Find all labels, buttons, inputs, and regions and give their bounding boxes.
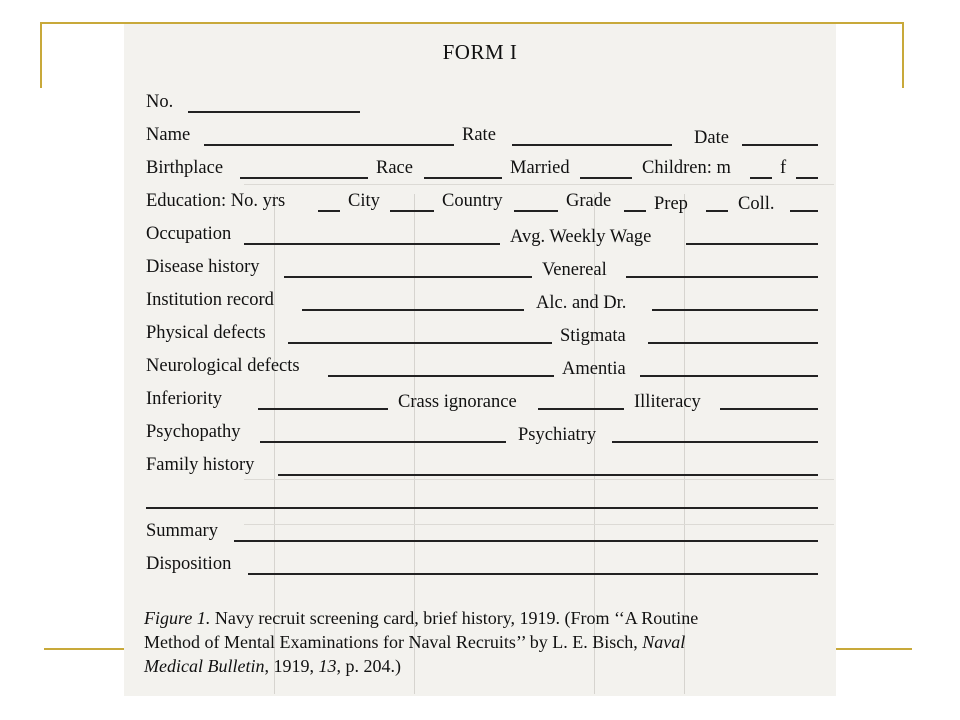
city-label: City — [348, 191, 380, 211]
illiteracy-label: Illiteracy — [634, 392, 701, 412]
inferiority-label: Inferiority — [146, 389, 223, 409]
avg-weekly-wage-field-line[interactable] — [686, 243, 818, 245]
venereal-label: Venereal — [542, 260, 607, 280]
inferiority-field-line[interactable] — [258, 408, 388, 410]
summary-label: Summary — [146, 521, 218, 541]
birthplace-label: Birthplace — [146, 158, 224, 178]
crass-ignorance-label: Crass ignorance — [398, 392, 517, 412]
psychiatry-field-line[interactable] — [612, 441, 818, 443]
country-label: Country — [442, 191, 503, 211]
row-neurological-defects — [146, 356, 826, 382]
neurological-defects-field-line[interactable] — [328, 375, 554, 377]
family-history-extra-line[interactable] — [146, 507, 818, 509]
frame-bottom-left-line — [44, 648, 124, 650]
row-disease-history — [146, 257, 826, 283]
amentia-label: Amentia — [562, 359, 626, 379]
scanned-form-page — [124, 24, 836, 696]
rate-label: Rate — [462, 125, 496, 145]
country-field-line[interactable] — [514, 210, 558, 212]
family-history-field-line[interactable] — [278, 474, 818, 476]
row-physical-defects — [146, 323, 826, 349]
row-education — [146, 191, 826, 217]
city-field-line[interactable] — [390, 210, 434, 212]
neurological-defects-label: Neurological defects — [146, 356, 300, 376]
education-years-label: Education: No. yrs — [146, 191, 286, 211]
disease-history-label: Disease history — [146, 257, 260, 277]
no-label: No. — [146, 92, 174, 112]
row-inferiority — [146, 389, 826, 415]
prep-label: Prep — [654, 194, 688, 214]
alc-dr-label: Alc. and Dr. — [536, 293, 627, 313]
institution-record-field-line[interactable] — [302, 309, 524, 311]
caption-journal-a: Naval — [642, 632, 686, 652]
caption-page: , p. 204.) — [336, 656, 401, 676]
row-birthplace — [146, 158, 826, 184]
occupation-field-line[interactable] — [244, 243, 500, 245]
name-field-line[interactable] — [204, 144, 454, 146]
coll-field-line[interactable] — [790, 210, 818, 212]
psychiatry-label: Psychiatry — [518, 425, 597, 445]
no-field-line[interactable] — [188, 111, 360, 113]
occupation-label: Occupation — [146, 224, 232, 244]
figure-caption — [144, 606, 824, 678]
disposition-field-line[interactable] — [248, 573, 818, 575]
frame-bottom-right-line — [836, 648, 912, 650]
psychopathy-label: Psychopathy — [146, 422, 241, 442]
date-field-line[interactable] — [742, 144, 818, 146]
row-psychopathy — [146, 422, 826, 448]
race-field-line[interactable] — [424, 177, 502, 179]
grade-field-line[interactable] — [624, 210, 646, 212]
row-no — [146, 92, 826, 118]
name-label: Name — [146, 125, 191, 145]
row-summary — [146, 521, 826, 547]
prep-field-line[interactable] — [706, 210, 728, 212]
children-m-field-line[interactable] — [750, 177, 772, 179]
crass-ignorance-field-line[interactable] — [538, 408, 624, 410]
row-institution-record — [146, 290, 826, 316]
birthplace-field-line[interactable] — [240, 177, 368, 179]
form-title: FORM I — [442, 40, 518, 64]
coll-label: Coll. — [738, 194, 775, 214]
institution-record-label: Institution record — [146, 290, 274, 310]
amentia-field-line[interactable] — [640, 375, 818, 377]
stigmata-label: Stigmata — [560, 326, 626, 346]
avg-weekly-wage-label: Avg. Weekly Wage — [510, 227, 652, 247]
caption-line-1: Navy recruit screening card, brief history, 1919. (From ‘‘A Routine — [210, 608, 699, 628]
children-f-field-line[interactable] — [796, 177, 818, 179]
psychopathy-field-line[interactable] — [260, 441, 506, 443]
date-label: Date — [694, 128, 729, 148]
venereal-field-line[interactable] — [626, 276, 818, 278]
row-family-history — [146, 455, 826, 481]
alc-dr-field-line[interactable] — [652, 309, 818, 311]
illiteracy-field-line[interactable] — [720, 408, 818, 410]
caption-year: , 1919, — [264, 656, 319, 676]
rate-field-line[interactable] — [512, 144, 672, 146]
row-name — [146, 125, 826, 151]
married-field-line[interactable] — [580, 177, 632, 179]
row-family-history-continued — [146, 488, 826, 514]
row-disposition — [146, 554, 826, 580]
summary-field-line[interactable] — [234, 540, 818, 542]
bleed-through-line — [244, 184, 834, 185]
caption-figure-number: Figure 1. — [144, 608, 211, 628]
disease-history-field-line[interactable] — [284, 276, 532, 278]
disposition-label: Disposition — [146, 554, 232, 574]
stigmata-field-line[interactable] — [648, 342, 818, 344]
caption-volume: 13 — [318, 656, 337, 676]
physical-defects-label: Physical defects — [146, 323, 266, 343]
race-label: Race — [376, 158, 413, 178]
children-m-label: Children: m — [642, 158, 731, 178]
education-years-field-line[interactable] — [318, 210, 340, 212]
children-f-label: f — [780, 158, 787, 178]
caption-journal-b: Medical Bulletin — [144, 656, 265, 676]
physical-defects-field-line[interactable] — [288, 342, 552, 344]
family-history-label: Family history — [146, 455, 255, 475]
frame-left-line — [40, 22, 42, 88]
grade-label: Grade — [566, 191, 612, 211]
row-occupation — [146, 224, 826, 250]
caption-line-2: Method of Mental Examinations for Naval Recruits’’ by L. E. Bisch, — [144, 632, 643, 652]
married-label: Married — [510, 158, 570, 178]
frame-right-line — [902, 22, 904, 88]
